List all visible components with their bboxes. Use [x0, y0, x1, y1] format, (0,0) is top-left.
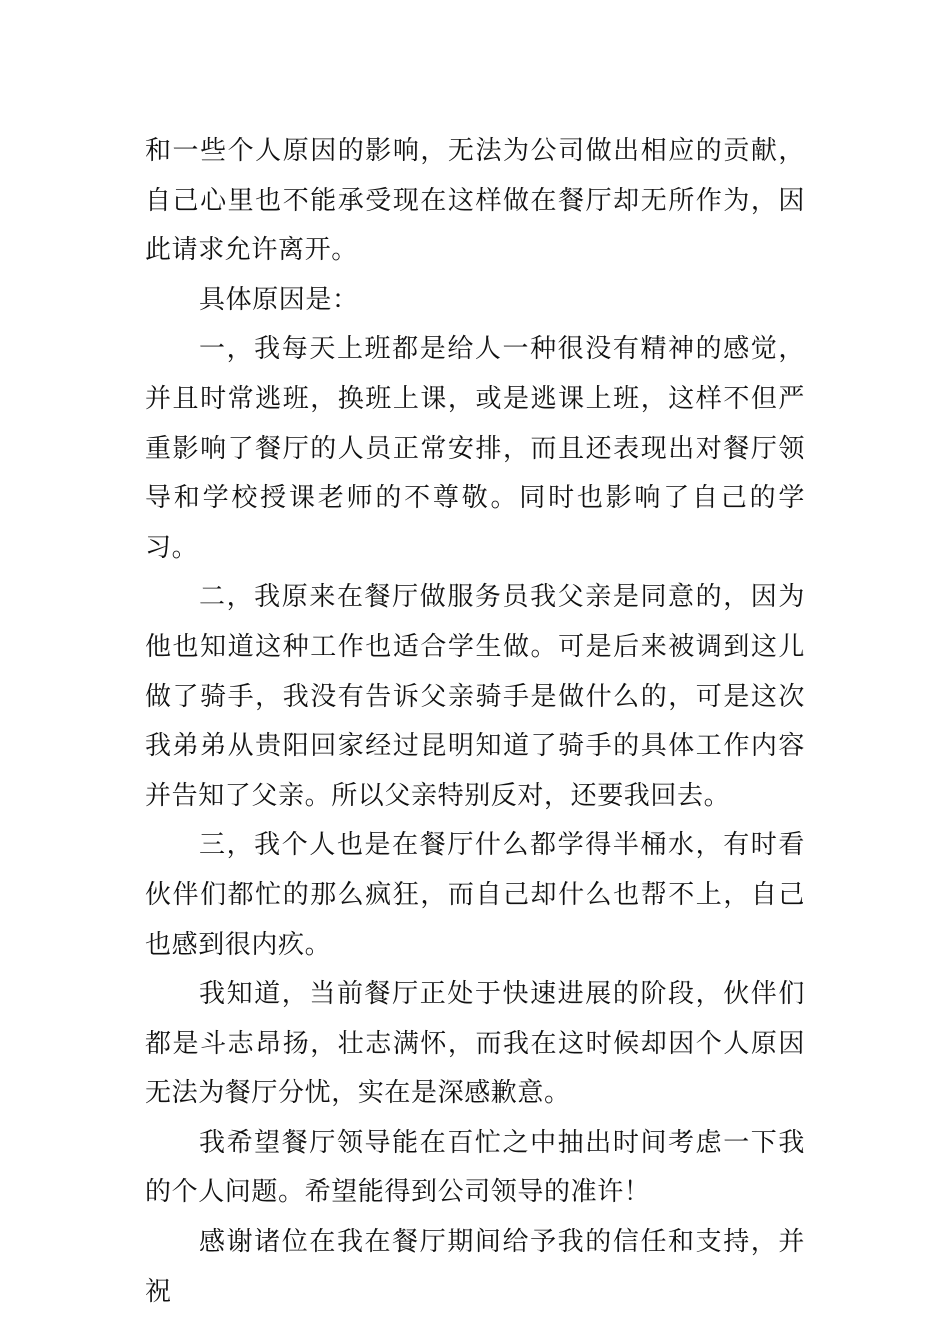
paragraph-reason-three: 三，我个人也是在餐厅什么都学得半桶水，有时看伙伴们都忙的那么疯狂，而自己却什么也帮不上，自己也感到很内疚。 [145, 830, 805, 960]
paragraph-reason-two: 二，我原来在餐厅做服务员我父亲是同意的，因为他也知道这种工作也适合学生做。可是后来被调到这儿做了骑手，我没有告诉父亲骑手是做什么的，可是这次我弟弟从贵阳回家经过昆明知道了骑手的具体工作内容并告知了父亲。所以父亲特别反对，还要我回去。 [145, 582, 805, 811]
paragraph-request: 我希望餐厅领导能在百忙之中抽出时间考虑一下我的个人问题。希望能得到公司领导的准许！ [145, 1127, 805, 1208]
paragraph-reason-one: 一，我每天上班都是给人一种很没有精神的感觉，并且时常逃班，换班上课，或是逃课上班，这样不但严重影响了餐厅的人员正常安排，而且还表现出对餐厅领导和学校授课老师的不尊敬。同时也影响了自己的学习。 [145, 334, 805, 563]
paragraph-apology: 我知道，当前餐厅正处于快速进展的阶段，伙伴们都是斗志昂扬，壮志满怀，而我在这时候却因个人原因无法为餐厅分忧，实在是深感歉意。 [145, 979, 805, 1109]
paragraph-continued-reason: 和一些个人原因的影响，无法为公司做出相应的贡献，自己心里也不能承受现在这样做在餐厅却无所作为，因此请求允许离开。 [145, 136, 805, 266]
paragraph-reasons-heading: 具体原因是： [199, 284, 359, 315]
paragraph-thanks: 感谢诸位在我在餐厅期间给予我的信任和支持，并祝 [145, 1227, 805, 1307]
document-body [145, 127, 805, 1317]
